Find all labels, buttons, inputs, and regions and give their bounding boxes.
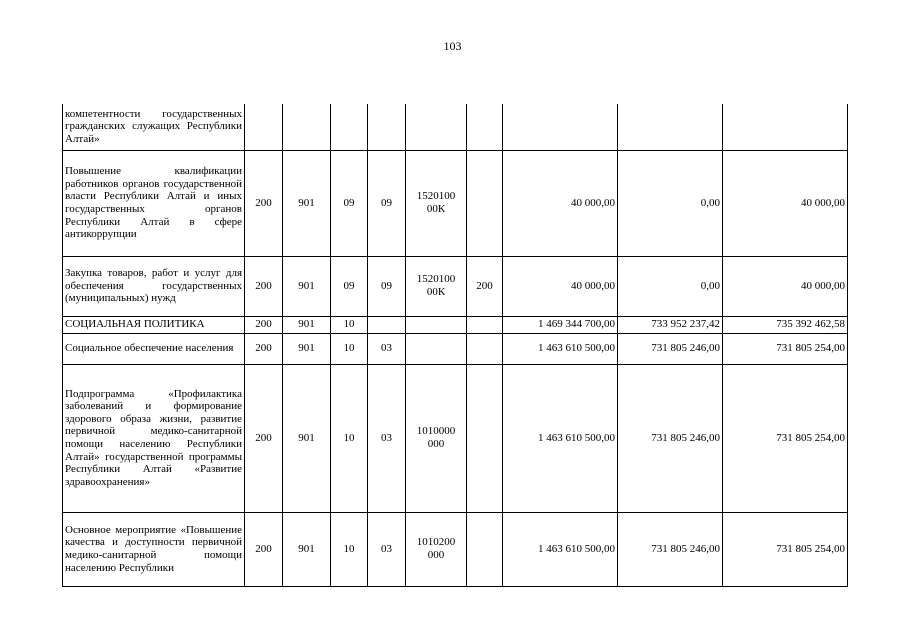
row-name: Повышение квалификации работников органов государственной власти Республики Алтай и иных государственных органов Республики Алтай в сфере антикоррупции [63, 150, 245, 256]
cell-sum3: 731 805 254,00 [723, 333, 848, 364]
cell-sum3: 735 392 462,58 [723, 316, 848, 333]
cell-sum1: 1 463 610 500,00 [503, 364, 618, 512]
cell-csr: 1010200 000 [406, 512, 467, 586]
cell-sum2: 0,00 [618, 150, 723, 256]
row-name: Основное мероприятие «Повышение качества и доступности первичной медико-санитарной помощи населению Республики [63, 512, 245, 586]
cell-vr: 200 [467, 256, 503, 316]
cell-gr: 200 [245, 512, 283, 586]
cell-gr [245, 104, 283, 150]
cell-csr: 1010000 000 [406, 364, 467, 512]
table-row [63, 316, 848, 333]
cell-gr: 200 [245, 256, 283, 316]
cell-podrazdel: 09 [368, 150, 406, 256]
table-row [63, 104, 848, 150]
cell-sum2: 731 805 246,00 [618, 333, 723, 364]
table-row [63, 150, 848, 256]
cell-razdel: 09 [331, 256, 368, 316]
cell-gr: 200 [245, 333, 283, 364]
cell-sum1: 1 463 610 500,00 [503, 512, 618, 586]
row-name: Социальное обеспечение населения [63, 333, 245, 364]
cell-podrazdel: 03 [368, 333, 406, 364]
cell-gr: 200 [245, 316, 283, 333]
cell-razdel: 10 [331, 333, 368, 364]
cell-sum2: 731 805 246,00 [618, 512, 723, 586]
cell-podrazdel: 09 [368, 256, 406, 316]
cell-vr [467, 364, 503, 512]
cell-vr [467, 512, 503, 586]
cell-sum3: 731 805 254,00 [723, 512, 848, 586]
cell-adm: 901 [283, 512, 331, 586]
row-name: СОЦИАЛЬНАЯ ПОЛИТИКА [63, 316, 245, 333]
cell-adm: 901 [283, 333, 331, 364]
cell-razdel: 10 [331, 316, 368, 333]
table-row [63, 364, 848, 512]
cell-gr: 200 [245, 364, 283, 512]
table-row [63, 256, 848, 316]
cell-sum1: 40 000,00 [503, 256, 618, 316]
cell-sum1: 1 469 344 700,00 [503, 316, 618, 333]
page-number: 103 [443, 39, 462, 53]
cell-podrazdel [368, 316, 406, 333]
cell-gr: 200 [245, 150, 283, 256]
cell-csr: 1520100 00К [406, 256, 467, 316]
cell-adm: 901 [283, 316, 331, 333]
cell-csr: 1520100 00К [406, 150, 467, 256]
cell-podrazdel: 03 [368, 512, 406, 586]
cell-sum3: 40 000,00 [723, 256, 848, 316]
cell-sum3: 731 805 254,00 [723, 364, 848, 512]
cell-razdel: 09 [331, 150, 368, 256]
row-name: компетентности государственных гражданских служащих Республики Алтай» [63, 104, 245, 150]
cell-adm: 901 [283, 150, 331, 256]
cell-sum1 [503, 104, 618, 150]
cell-adm: 901 [283, 364, 331, 512]
row-name: Подпрограмма «Профилактика заболеваний и формирование здорового образа жизни, развитие первичной медико-санитарной помощи населению Республики Алтай» государственной программы Республики Алтай «Развитие здравоохранения» [63, 364, 245, 512]
cell-sum2 [618, 104, 723, 150]
cell-razdel: 10 [331, 364, 368, 512]
cell-podrazdel [368, 104, 406, 150]
cell-adm: 901 [283, 256, 331, 316]
cell-razdel: 10 [331, 512, 368, 586]
cell-csr [406, 333, 467, 364]
table-row [63, 512, 848, 586]
cell-sum3 [723, 104, 848, 150]
cell-adm [283, 104, 331, 150]
cell-sum1: 40 000,00 [503, 150, 618, 256]
cell-csr [406, 104, 467, 150]
cell-sum1: 1 463 610 500,00 [503, 333, 618, 364]
cell-csr [406, 316, 467, 333]
cell-podrazdel: 03 [368, 364, 406, 512]
cell-sum3: 40 000,00 [723, 150, 848, 256]
cell-sum2: 733 952 237,42 [618, 316, 723, 333]
cell-razdel [331, 104, 368, 150]
table-row [63, 333, 848, 364]
cell-sum2: 731 805 246,00 [618, 364, 723, 512]
cell-vr [467, 150, 503, 256]
cell-vr [467, 316, 503, 333]
cell-vr [467, 333, 503, 364]
cell-vr [467, 104, 503, 150]
row-name: Закупка товаров, работ и услуг для обеспечения государственных (муниципальных) нужд [63, 256, 245, 316]
budget-table [62, 104, 848, 587]
cell-sum2: 0,00 [618, 256, 723, 316]
